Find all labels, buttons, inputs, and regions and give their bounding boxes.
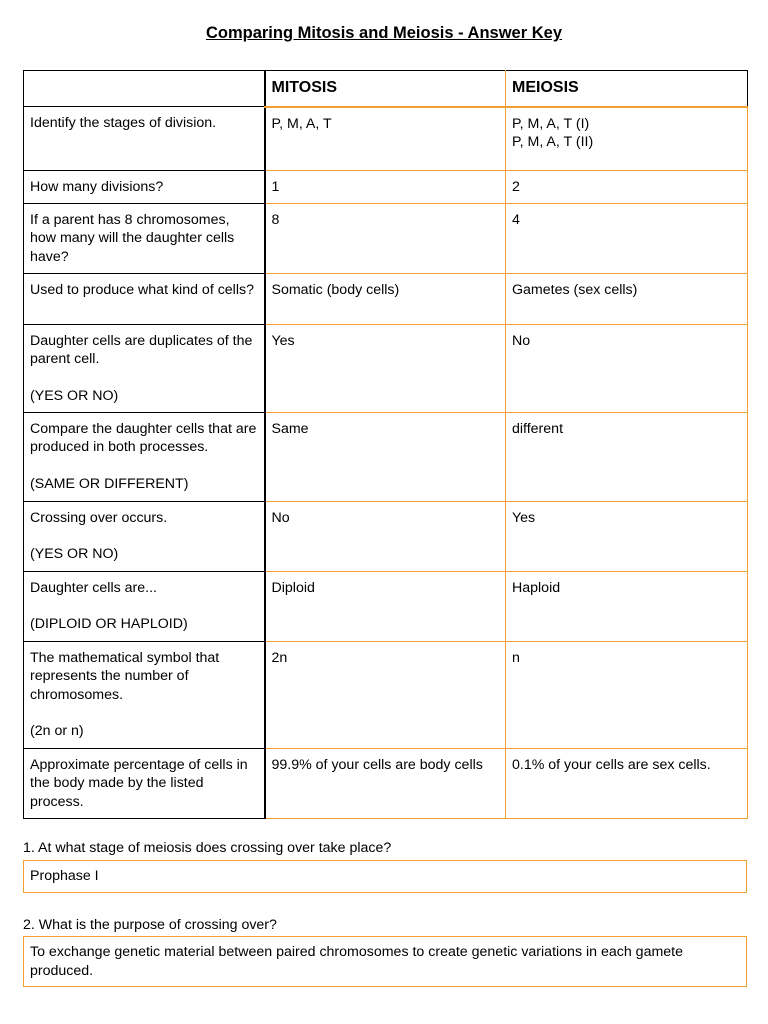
mitosis-answer: Same <box>271 420 309 437</box>
question-cell <box>24 107 265 171</box>
header-meiosis: MEIOSIS <box>506 71 748 107</box>
mitosis-cell <box>265 641 506 748</box>
table-row <box>24 203 748 273</box>
mitosis-cell <box>265 501 506 571</box>
question-cell <box>24 324 265 412</box>
table-row <box>24 571 748 641</box>
mitosis-answer: 99.9% of your cells are body cells <box>271 756 483 773</box>
mitosis-answer: 2n <box>271 649 288 666</box>
mitosis-cell <box>265 107 506 171</box>
question-cell <box>24 412 265 501</box>
table-row <box>24 748 748 818</box>
meiosis-cell <box>506 748 748 818</box>
mitosis-cell <box>265 171 506 204</box>
mitosis-cell <box>265 412 506 501</box>
question-cell <box>24 571 265 641</box>
question-hint: (SAME OR DIFFERENT) <box>30 475 189 492</box>
table-row <box>24 324 748 412</box>
meiosis-cell <box>506 501 748 571</box>
meiosis-cell <box>506 641 748 748</box>
mitosis-answer: P, M, A, T <box>271 115 332 132</box>
question-text: The mathematical symbol that represents the number of chromosomes. <box>30 649 220 703</box>
question-text: Crossing over occurs. <box>30 509 168 526</box>
comparison-table <box>23 70 748 819</box>
meiosis-cell <box>506 203 748 273</box>
mitosis-answer: Diploid <box>271 579 315 596</box>
mitosis-answer: No <box>271 509 290 526</box>
question-text: Daughter cells are... <box>30 579 157 596</box>
question-hint: (YES OR NO) <box>30 387 119 404</box>
meiosis-answer: different <box>512 420 564 437</box>
meiosis-answer: Yes <box>512 509 536 526</box>
question-hint: (2n or n) <box>30 723 84 739</box>
question-cell <box>24 171 265 204</box>
meiosis-answer: P, M, A, T (I) <box>512 115 590 132</box>
meiosis-cell <box>506 107 748 171</box>
answer-1-box <box>23 860 747 893</box>
table-row <box>24 501 748 571</box>
mitosis-answer: 8 <box>271 211 280 228</box>
answer-2-text: To exchange genetic material between paired chromosomes to create genetic variations in each gamete produced. <box>30 944 683 979</box>
question-cell <box>24 501 265 571</box>
meiosis-answer: Haploid <box>512 579 561 596</box>
question-2-label: 2. What is the purpose of crossing over? <box>23 917 277 933</box>
meiosis-answer: 2 <box>512 179 520 195</box>
meiosis-answer: No <box>512 332 531 349</box>
meiosis-cell <box>506 412 748 501</box>
page-title: Comparing Mitosis and Meiosis - Answer Key <box>205 24 563 42</box>
mitosis-cell <box>265 273 506 324</box>
question-text: Approximate percentage of cells in the body made by the listed process. <box>30 756 248 810</box>
question-cell <box>24 273 265 324</box>
meiosis-answer: 4 <box>512 211 520 228</box>
question-cell <box>24 641 265 748</box>
mitosis-cell <box>265 203 506 273</box>
table-row <box>24 171 748 204</box>
answer-1-text: Prophase I <box>30 868 99 884</box>
table-row <box>24 107 748 171</box>
mitosis-answer: Somatic (body cells) <box>271 281 400 298</box>
table-header-row <box>24 71 748 107</box>
question-cell <box>24 748 265 818</box>
meiosis-answer: n <box>512 649 520 666</box>
table-row <box>24 273 748 324</box>
meiosis-answer: Gametes (sex cells) <box>512 281 638 298</box>
meiosis-answer: P, M, A, T (II) <box>512 134 594 150</box>
question-1-label: 1. At what stage of meiosis does crossing over take place? <box>23 840 392 856</box>
mitosis-cell <box>265 748 506 818</box>
mitosis-cell <box>265 571 506 641</box>
table-row <box>24 641 748 748</box>
question-text: If a parent has 8 chromosomes, how many will the daughter cells have? <box>30 211 235 265</box>
header-mitosis: MITOSIS <box>265 71 506 107</box>
question-text: Daughter cells are duplicates of the parent cell. <box>30 332 253 367</box>
question-cell <box>24 203 265 273</box>
question-text: Compare the daughter cells that are produced in both processes. <box>30 420 257 455</box>
question-hint: (DIPLOID OR HAPLOID) <box>30 616 188 632</box>
question-text: How many divisions? <box>30 179 164 195</box>
mitosis-cell <box>265 324 506 412</box>
mitosis-answer: Yes <box>271 332 295 349</box>
question-text: Identify the stages of division. <box>30 115 217 131</box>
meiosis-answer: 0.1% of your cells are sex cells. <box>512 756 711 773</box>
meiosis-cell <box>506 324 748 412</box>
question-text: Used to produce what kind of cells? <box>30 281 254 298</box>
question-hint: (YES OR NO) <box>30 546 119 562</box>
meiosis-cell <box>506 171 748 204</box>
answer-2-box <box>23 936 747 987</box>
table-row <box>24 412 748 501</box>
meiosis-cell <box>506 273 748 324</box>
mitosis-answer: 1 <box>271 179 280 195</box>
meiosis-cell <box>506 571 748 641</box>
header-corner-cell <box>24 71 265 107</box>
